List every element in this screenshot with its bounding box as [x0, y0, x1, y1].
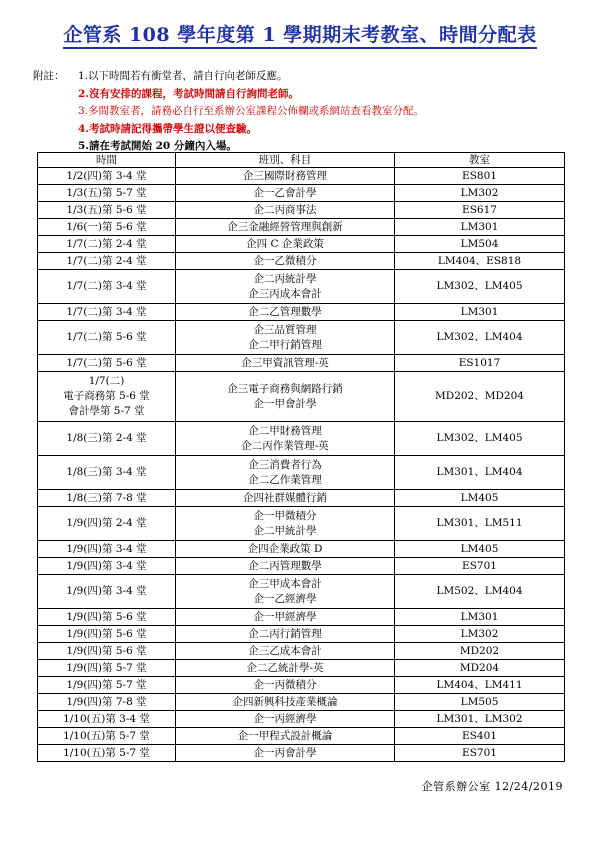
- table-row: [38, 236, 565, 253]
- table-row: [38, 219, 565, 236]
- page-title: [0, 20, 600, 47]
- cell-course-line: 企一甲程式設計概論: [237, 729, 333, 742]
- cell-course-line: 企二丙行銷管理: [248, 627, 322, 640]
- table-row: [38, 626, 565, 643]
- table-row: [38, 507, 565, 541]
- cell-course-line: 企二乙管理數學: [248, 305, 322, 318]
- cell-course-line: 企一甲會計學: [253, 397, 317, 410]
- cell-room: LM302、LM405: [395, 422, 565, 456]
- note-text: 3.多間教室者，請務必自行至系辦公室課程公佈欄或系網站查看教室分配。: [78, 105, 425, 117]
- cell-course-line: 企二丙管理數學: [248, 559, 322, 572]
- cell-time-line: 1/7(二)第 2-4 堂: [66, 254, 147, 267]
- cell-time-line: 1/10(五)第 3-4 堂: [63, 712, 150, 725]
- cell-course-line: 企二乙作業管理: [248, 473, 322, 486]
- cell-time: [38, 626, 176, 643]
- cell-course-line: 企二丙統計學: [253, 272, 317, 285]
- cell-time: [38, 355, 176, 372]
- cell-course-line: 企三電子商務與網路行銷: [227, 382, 343, 395]
- cell-course-line: 企二丙商事法: [253, 203, 317, 216]
- cell-time: [38, 321, 176, 355]
- cell-course: [176, 253, 395, 270]
- cell-time: [38, 728, 176, 745]
- table-row: [38, 609, 565, 626]
- cell-room: MD202: [395, 643, 565, 660]
- cell-time-line: 1/2(四)第 3-4 堂: [66, 169, 147, 182]
- cell-room: LM405: [395, 541, 565, 558]
- cell-course-line: 企一丙經濟學: [253, 712, 317, 725]
- cell-course: [176, 456, 395, 490]
- cell-time-line: 1/8(三)第 7-8 堂: [66, 491, 147, 504]
- table-row: [38, 643, 565, 660]
- cell-course-line: 企三國際財務管理: [243, 169, 327, 182]
- cell-course: [176, 694, 395, 711]
- cell-course-line: 企二甲行銷管理: [248, 338, 322, 351]
- cell-time: [38, 609, 176, 626]
- cell-room: ES801: [395, 168, 565, 185]
- cell-time: [38, 270, 176, 304]
- cell-course: [176, 660, 395, 677]
- cell-time: [38, 711, 176, 728]
- note-text: 4.考試時請記得攜帶學生證以便查驗。: [78, 122, 257, 135]
- cell-course-line: 企三甲資訊管理-英: [241, 356, 329, 369]
- cell-room: LM301: [395, 219, 565, 236]
- cell-course: [176, 422, 395, 456]
- cell-course-line: 企二丙作業管理-英: [241, 439, 329, 452]
- cell-time-line: 1/6(一)第 5-6 堂: [66, 220, 147, 233]
- cell-course-line: 企三乙成本會計: [248, 644, 322, 657]
- notes-section: [33, 68, 573, 156]
- note-text: 1.以下時間若有衝堂者，請自行向老師反應。: [78, 70, 288, 82]
- cell-course-line: 企一乙微積分: [253, 254, 317, 267]
- cell-time-line: 1/9(四)第 5-7 堂: [66, 678, 147, 691]
- cell-course-line: 企三甲成本會計: [248, 577, 322, 590]
- cell-time-line: 1/9(四)第 2-4 堂: [66, 517, 147, 529]
- table-row: [38, 558, 565, 575]
- cell-room: LM301、LM404: [395, 456, 565, 490]
- table-row: [38, 677, 565, 694]
- cell-time: [38, 541, 176, 558]
- cell-time: [38, 507, 176, 541]
- cell-room: ES401: [395, 728, 565, 745]
- footer-office-date: 企管系辦公室 12/24/2019: [421, 780, 563, 793]
- cell-course-line: 企三金融經營管理與創新: [227, 220, 343, 233]
- cell-time: [38, 558, 176, 575]
- table-header-row: [38, 153, 565, 168]
- cell-time-line: 1/9(四)第 7-8 堂: [66, 695, 147, 708]
- table-row: [38, 355, 565, 372]
- cell-room: LM404、ES818: [395, 253, 565, 270]
- cell-room: LM301: [395, 609, 565, 626]
- note-line: [33, 86, 573, 104]
- cell-course: [176, 609, 395, 626]
- cell-time-line: 1/7(二): [88, 375, 125, 387]
- cell-course-line: 企二甲統計學: [253, 524, 317, 537]
- cell-time: [38, 236, 176, 253]
- cell-time-line: 1/10(五)第 5-7 堂: [63, 746, 150, 759]
- cell-room: LM405: [395, 490, 565, 507]
- cell-course: [176, 202, 395, 219]
- table-row: [38, 490, 565, 507]
- table-row: [38, 270, 565, 304]
- cell-room: LM502、LM404: [395, 575, 565, 609]
- cell-time-line: 1/9(四)第 3-4 堂: [66, 559, 147, 572]
- cell-course-line: 企一丙會計學: [253, 746, 317, 759]
- cell-room: LM302、LM404: [395, 321, 565, 355]
- cell-course: [176, 626, 395, 643]
- cell-room: MD204: [395, 660, 565, 677]
- note-line: [33, 68, 573, 86]
- cell-time-line: 1/7(二)第 5-6 堂: [66, 356, 147, 369]
- cell-course: [176, 541, 395, 558]
- cell-course-line: 企四企業政策 D: [247, 542, 323, 555]
- cell-course: [176, 677, 395, 694]
- table-row: [38, 575, 565, 609]
- cell-room: LM504: [395, 236, 565, 253]
- table-row: [38, 321, 565, 355]
- cell-course-line: 企一丙微積分: [253, 678, 317, 691]
- cell-course: [176, 321, 395, 355]
- cell-time-line: 1/3(五)第 5-7 堂: [66, 186, 147, 199]
- cell-course-line: 企三丙成本會計: [248, 287, 322, 300]
- note-line: [33, 103, 573, 121]
- cell-time-line: 1/8(三)第 3-4 堂: [66, 466, 147, 478]
- cell-course: [176, 236, 395, 253]
- header-room: 教室: [395, 153, 565, 168]
- cell-course: [176, 304, 395, 321]
- cell-time: [38, 253, 176, 270]
- cell-course-line: 企一甲微積分: [253, 509, 317, 522]
- cell-room: LM301: [395, 304, 565, 321]
- cell-time-line: 1/9(四)第 3-4 堂: [66, 585, 147, 597]
- cell-time-line: 1/7(二)第 2-4 堂: [66, 237, 147, 250]
- cell-course-line: 企一乙經濟學: [253, 592, 317, 605]
- cell-time-line: 1/9(四)第 5-7 堂: [66, 661, 147, 674]
- note-prefix: 附註：: [33, 70, 65, 82]
- cell-time-line: 1/9(四)第 5-6 堂: [66, 644, 147, 657]
- table-row: [38, 728, 565, 745]
- table-row: [38, 541, 565, 558]
- page-title-text: 企管系 108 學年度第 1 學期期末考教室、時間分配表: [63, 24, 536, 49]
- note-text: 5.請在考試開始 20 分鐘內入場。: [78, 140, 237, 152]
- cell-time: [38, 643, 176, 660]
- schedule-table: [37, 152, 565, 762]
- cell-course: [176, 168, 395, 185]
- cell-course: [176, 643, 395, 660]
- cell-course-line: 企三消費者行為: [248, 458, 322, 471]
- cell-time: [38, 660, 176, 677]
- cell-time: [38, 422, 176, 456]
- cell-course-line: 企二乙統計學-英: [246, 661, 324, 674]
- cell-time: [38, 745, 176, 762]
- cell-room: MD202、MD204: [395, 372, 565, 422]
- cell-room: ES617: [395, 202, 565, 219]
- cell-time: [38, 372, 176, 422]
- cell-time: [38, 185, 176, 202]
- note-text: 2.沒有安排的課程，考試時間請自行詢問老師。: [78, 87, 299, 100]
- table-row: [38, 694, 565, 711]
- table-row: [38, 202, 565, 219]
- table-row: [38, 422, 565, 456]
- cell-course: [176, 558, 395, 575]
- cell-course: [176, 711, 395, 728]
- table-row: [38, 253, 565, 270]
- cell-time: [38, 456, 176, 490]
- table-row: [38, 456, 565, 490]
- cell-time: [38, 694, 176, 711]
- table-row: [38, 711, 565, 728]
- cell-room: ES701: [395, 745, 565, 762]
- cell-time-line: 會計學第 5-7 堂: [68, 405, 145, 417]
- cell-course-line: 企四 C 企業政策: [246, 237, 324, 250]
- cell-course: [176, 185, 395, 202]
- cell-time: [38, 677, 176, 694]
- cell-course-line: 企三品質管理: [253, 323, 317, 336]
- cell-course-line: 企一乙會計學: [253, 186, 317, 199]
- table-row: [38, 745, 565, 762]
- cell-room: ES1017: [395, 355, 565, 372]
- cell-room: LM505: [395, 694, 565, 711]
- cell-course: [176, 575, 395, 609]
- header-course: 班別、科目: [176, 153, 395, 168]
- cell-time-line: 1/7(二)第 3-4 堂: [66, 305, 147, 318]
- cell-room: LM302: [395, 185, 565, 202]
- cell-course: [176, 728, 395, 745]
- cell-room: LM301、LM511: [395, 507, 565, 541]
- cell-room: ES701: [395, 558, 565, 575]
- cell-course: [176, 490, 395, 507]
- cell-room: LM404、LM411: [395, 677, 565, 694]
- cell-time-line: 電子商務第 5-6 堂: [63, 390, 150, 402]
- cell-time-line: 1/10(五)第 5-7 堂: [63, 729, 150, 742]
- cell-course-line: 企四新興科技產業概論: [232, 695, 338, 708]
- cell-time: [38, 202, 176, 219]
- cell-course: [176, 219, 395, 236]
- cell-time-line: 1/7(二)第 3-4 堂: [66, 280, 147, 292]
- cell-room: LM301、LM302: [395, 711, 565, 728]
- cell-time: [38, 219, 176, 236]
- cell-time: [38, 168, 176, 185]
- cell-time-line: 1/3(五)第 5-6 堂: [66, 203, 147, 216]
- cell-room: LM302: [395, 626, 565, 643]
- cell-course: [176, 355, 395, 372]
- cell-course-line: 企二甲財務管理: [248, 424, 322, 437]
- cell-course: [176, 270, 395, 304]
- cell-time-line: 1/8(三)第 2-4 堂: [66, 432, 147, 444]
- table-row: [38, 304, 565, 321]
- cell-time-line: 1/9(四)第 5-6 堂: [66, 627, 147, 640]
- cell-course: [176, 745, 395, 762]
- cell-time-line: 1/9(四)第 5-6 堂: [66, 610, 147, 623]
- cell-course: [176, 372, 395, 422]
- table-row: [38, 660, 565, 677]
- cell-course: [176, 507, 395, 541]
- table-row: [38, 372, 565, 422]
- cell-course-line: 企四社群媒體行銷: [243, 491, 327, 504]
- cell-course-line: 企一甲經濟學: [253, 610, 317, 623]
- note-line: [33, 121, 573, 139]
- cell-room: LM302、LM405: [395, 270, 565, 304]
- cell-time: [38, 304, 176, 321]
- table-row: [38, 168, 565, 185]
- cell-time: [38, 490, 176, 507]
- header-time: 時間: [38, 153, 176, 168]
- cell-time-line: 1/7(二)第 5-6 堂: [66, 331, 147, 343]
- cell-time: [38, 575, 176, 609]
- table-row: [38, 185, 565, 202]
- cell-time-line: 1/9(四)第 3-4 堂: [66, 542, 147, 555]
